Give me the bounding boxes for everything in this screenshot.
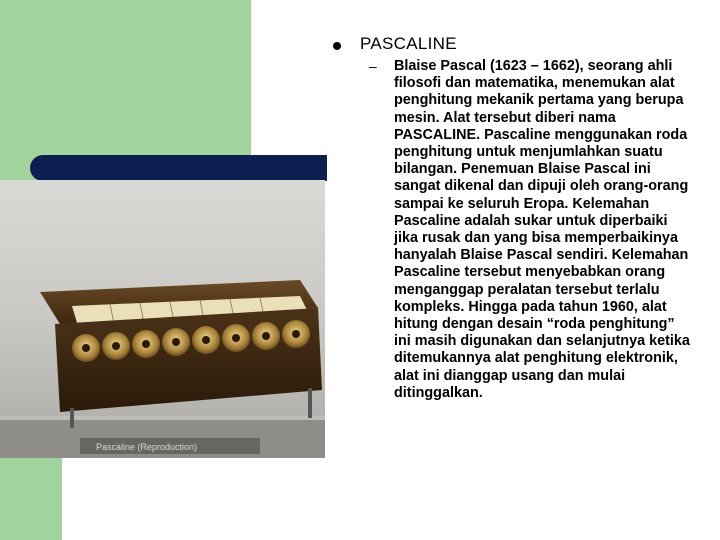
- photo-caption: Pascaline (Reproduction): [96, 442, 198, 452]
- slide-paragraph: Blaise Pascal (1623 – 1662), seorang ahli filosofi dan matematika, menemukan alat penghitung mekanik pertama yang berupa mesin. Alat tersebut diberi nama PASCALINE. Pascaline menggunakan roda penghitung untuk menjumlahkan suatu bilangan. Penemuan Blaise Pascal ini sangat dikenal dan dipuji oleh orang-orang sampai ke seluruh Eropa. Kelemahan Pascaline adalah sukar untuk diperbaiki jika rusak dan yang bisa memperbaikinya hanyalah Blaise Pascal sendiri. Kelemahan Pascaline tersebut menyebabkan orang menganggap peralatan tersebut terlalu kompleks. Hingga pada tahun 1960, alat hitung dengan desain “roda penghitung” ini masih digunakan dan selanjutnya ketika ditemukannya alat penghitung elektronik, alat ini dianggap usang dan mulai ditinggalkan.: [394, 58, 690, 401]
- bullet-dot-icon: [333, 42, 341, 50]
- slide-heading: PASCALINE: [360, 34, 457, 53]
- sub-bullet-dash: –: [369, 58, 377, 74]
- pascaline-photo: [0, 180, 325, 458]
- green-corner-block: [0, 0, 251, 160]
- navy-accent-bar: [30, 155, 327, 181]
